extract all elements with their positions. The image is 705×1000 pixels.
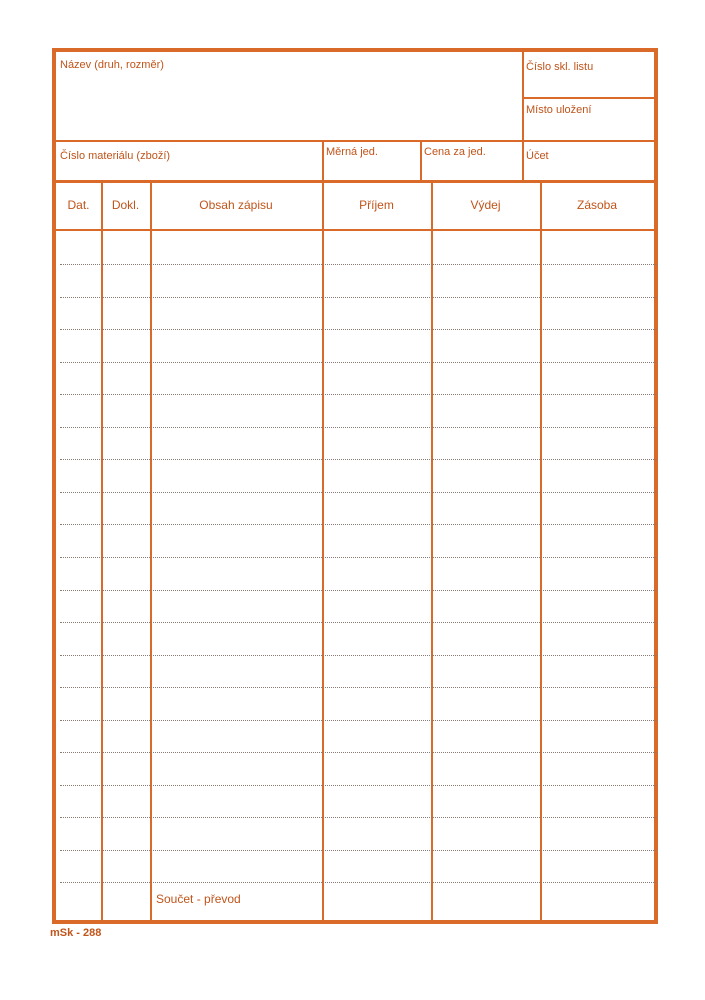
dotted-row-line [60, 817, 658, 818]
dotted-row-line [60, 687, 658, 688]
dotted-row-line [60, 557, 658, 558]
col-header-stock: Zásoba [576, 198, 618, 212]
dotted-row-line [60, 427, 658, 428]
misto-ulozeni-label: Místo uložení [526, 104, 592, 116]
dotted-row-line [60, 850, 658, 851]
cislo-materialu-label: Číslo materiálu (zboží) [60, 150, 171, 162]
col-line-5 [540, 180, 542, 924]
inventory-card-form [52, 48, 658, 924]
dotted-row-line [60, 459, 658, 460]
dotted-row-line [60, 297, 658, 298]
dotted-row-line [60, 622, 658, 623]
header-divider-right [522, 97, 658, 99]
col-header-document: Dokl. [111, 198, 140, 212]
cislo-sklad-listu-label: Číslo skl. listu [526, 61, 594, 73]
col-line-2 [150, 180, 152, 924]
table-top-border [56, 180, 658, 183]
col-line-4 [431, 180, 433, 924]
dotted-row-line [60, 524, 658, 525]
cena-za-jednotku-label: Cena za jed. [424, 146, 486, 158]
dotted-row-line [60, 720, 658, 721]
dotted-row-line [60, 882, 658, 883]
header-vline-right [522, 52, 524, 180]
dotted-row-line [60, 785, 658, 786]
merna-jednotka-label: Měrná jed. [326, 146, 378, 158]
dotted-row-line [60, 655, 658, 656]
col-line-3 [322, 180, 324, 924]
col-header-date: Dat. [67, 198, 90, 212]
header-vline-price [420, 140, 422, 180]
total-transfer-label: Součet - převod [156, 892, 241, 906]
col-line-1 [101, 180, 103, 924]
form-code: mSk - 288 [50, 927, 102, 939]
dotted-row-line [60, 752, 658, 753]
dotted-row-line [60, 590, 658, 591]
dotted-row-line [60, 264, 658, 265]
dotted-row-line [60, 362, 658, 363]
column-header-divider [56, 229, 658, 231]
dotted-row-line [60, 329, 658, 330]
dotted-row-line [60, 492, 658, 493]
col-header-entry-content: Obsah zápisu [199, 198, 273, 212]
header-vline-unit [322, 140, 324, 180]
col-header-receipt: Příjem [359, 198, 394, 212]
dotted-row-line [60, 394, 658, 395]
nazev-label: Název (druh, rozměr) [60, 59, 164, 71]
ucet-label: Účet [526, 150, 549, 162]
col-header-issue: Výdej [470, 198, 501, 212]
header-divider-main [56, 140, 658, 142]
